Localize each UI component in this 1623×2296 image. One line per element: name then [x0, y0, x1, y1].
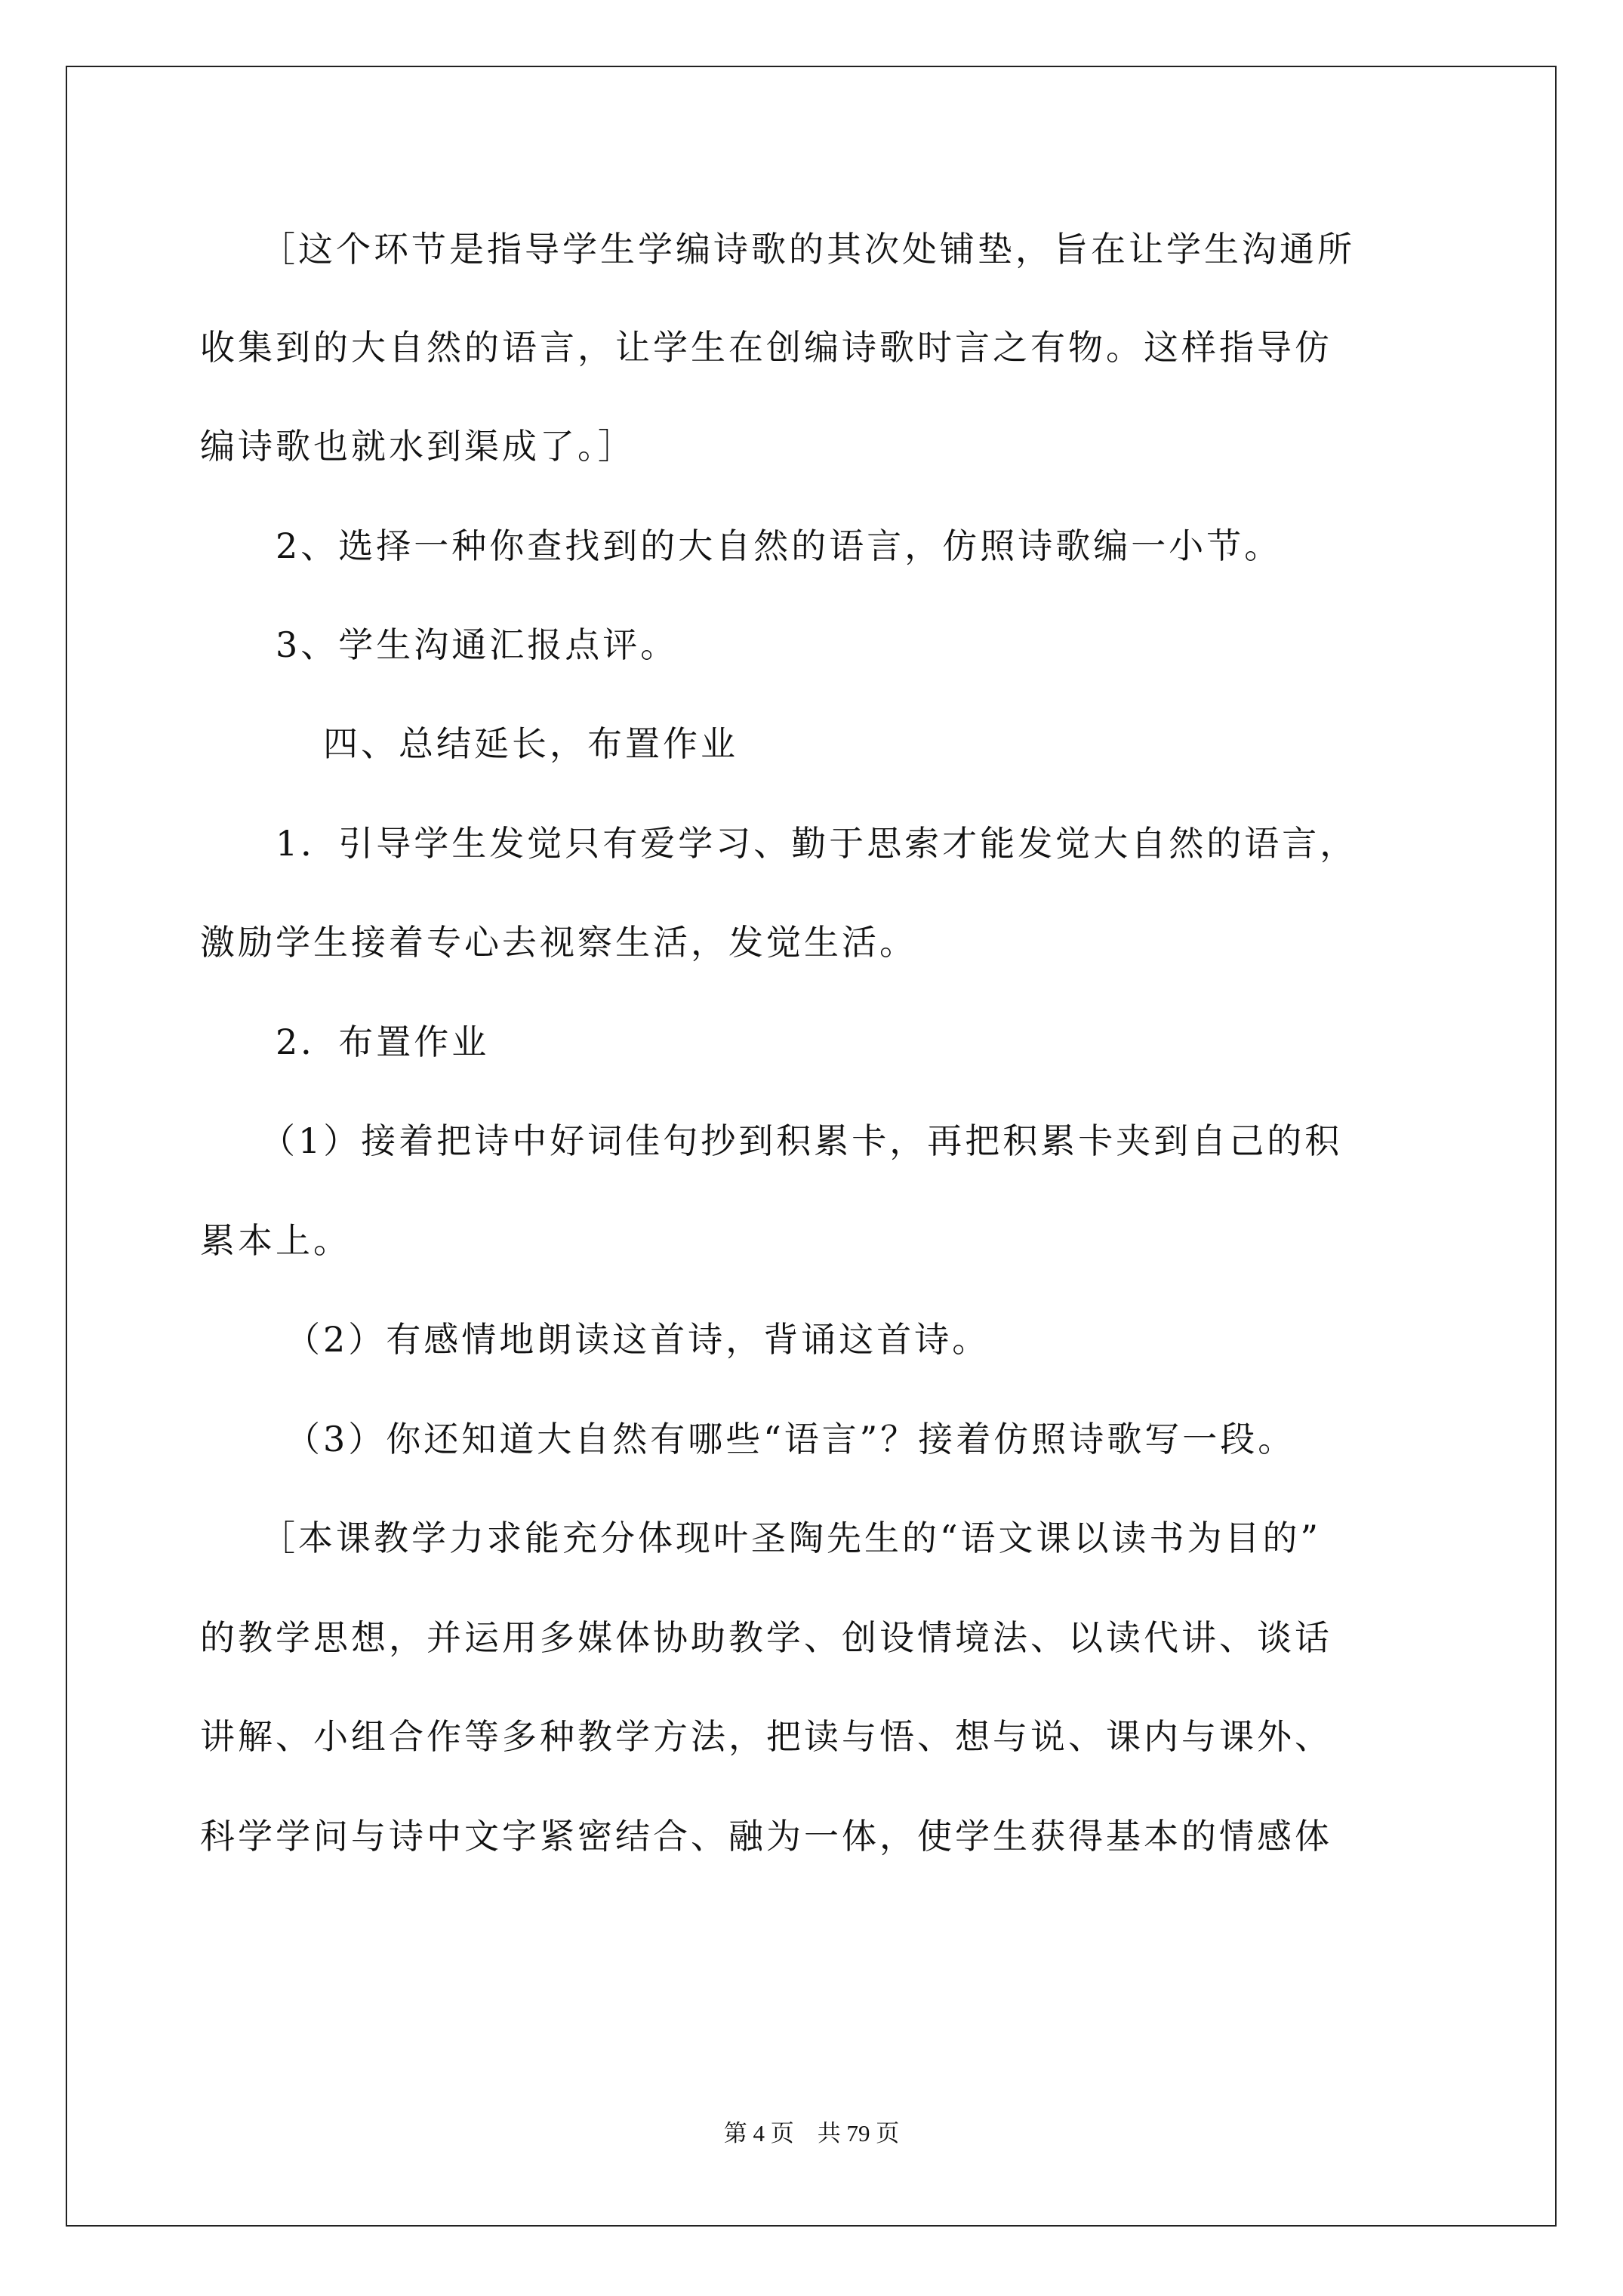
body-line-11: 累本上。	[200, 1220, 351, 1261]
body-line-2: 收集到的大自然的语言，让学生在创编诗歌时言之有物。这样指导仿	[200, 327, 1332, 368]
body-line-17: 科学学问与诗中文字紧密结合、融为一体，使学生获得基本的情感体	[200, 1816, 1332, 1857]
body-line-14: ［本课教学力求能充分体现叶圣陶先生的“语文课以读书为目的”	[260, 1518, 1322, 1558]
page-number-footer: 第 4 页 共 79 页	[723, 2120, 900, 2147]
body-line-7: 1．引导学生发觉只有爱学习、勤于思索才能发觉大自然的语言，	[276, 823, 1358, 864]
body-line-1: ［这个环节是指导学生学编诗歌的其次处铺垫，旨在让学生沟通所	[260, 229, 1355, 270]
body-line-15: 的教学思想，并运用多媒体协助教学、创设情境法、以读代讲、谈话	[200, 1617, 1332, 1658]
body-line-5: 3、学生沟通汇报点评。	[276, 624, 679, 665]
body-line-8: 激励学生接着专心去视察生活，发觉生活。	[200, 922, 917, 963]
section-heading: 四、总结延长，布置作业	[323, 723, 738, 764]
body-line-9: 2．布置作业	[276, 1022, 490, 1062]
body-line-16: 讲解、小组合作等多种教学方法，把读与悟、想与说、课内与课外、	[200, 1716, 1332, 1757]
body-line-4: 2、选择一种你查找到的大自然的语言，仿照诗歌编一小节。	[276, 525, 1283, 566]
body-line-3: 编诗歌也就水到渠成了。］	[200, 426, 636, 467]
body-line-13: （3）你还知道大自然有哪些“语言”？接着仿照诗歌写一段。	[285, 1419, 1296, 1459]
body-line-12: （2）有感情地朗读这首诗，背诵这首诗。	[285, 1319, 990, 1360]
body-line-10: （1）接着把诗中好词佳句抄到积累卡，再把积累卡夹到自己的积	[260, 1120, 1343, 1161]
